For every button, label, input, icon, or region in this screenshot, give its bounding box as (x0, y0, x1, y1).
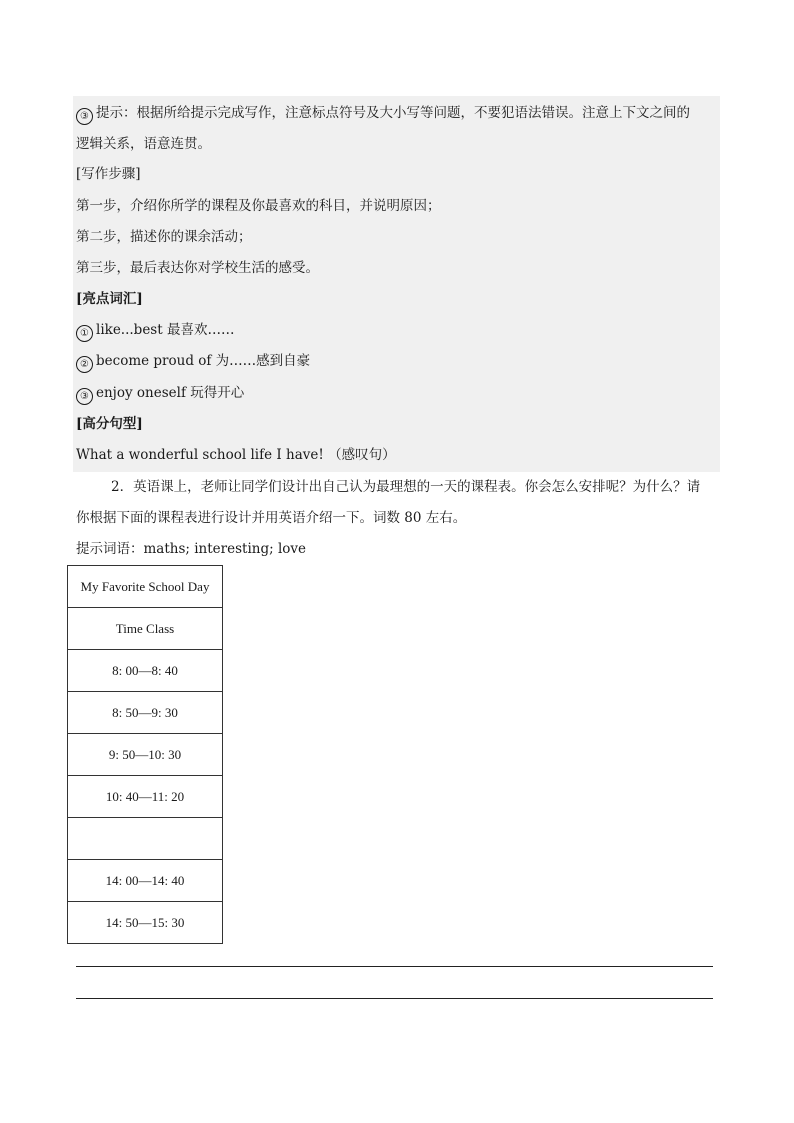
vocab-item-3 (76, 383, 244, 405)
circled-number: ② (76, 356, 93, 373)
time-cell: 8: 50—9: 30 (68, 692, 223, 734)
step-2: 第二步，描述你的课余活动； (76, 229, 252, 245)
step-3: 第三步，最后表达你对学校生活的感受。 (76, 260, 319, 276)
tip-text-1: 提示：根据所给提示完成写作，注意标点符号及大小写等问题，不要犯语法错误。注意上下文之间的 (96, 105, 690, 121)
table-header-cell: Time Class (68, 608, 223, 650)
vocab-text-1: like...best 最喜欢…… (96, 322, 235, 338)
vocab-item-2 (76, 351, 310, 373)
table-row (68, 692, 223, 734)
table-row (68, 650, 223, 692)
tip-line-1 (76, 103, 690, 125)
circled-number: ③ (76, 108, 93, 125)
steps-heading: [写作步骤] (76, 166, 141, 182)
question-line-1: 2．英语课上，老师让同学们设计出自己认为最理想的一天的课程表。你会怎么安排呢？为什么？请 (111, 479, 701, 495)
hint-words: 提示词语：maths; interesting; love (76, 541, 307, 557)
time-cell: 14: 00—14: 40 (68, 860, 223, 902)
time-cell: 10: 40—11: 20 (68, 776, 223, 818)
vocab-item-1 (76, 320, 234, 342)
table-row (68, 608, 223, 650)
time-cell: 9: 50—10: 30 (68, 734, 223, 776)
table-title-cell: My Favorite School Day (68, 566, 223, 608)
table-row (68, 818, 223, 860)
step-1: 第一步，介绍你所学的课程及你最喜欢的科目，并说明原因； (76, 198, 441, 214)
time-cell: 14: 50—15: 30 (68, 902, 223, 944)
table-row (68, 902, 223, 944)
circled-number: ① (76, 325, 93, 342)
table-row (68, 776, 223, 818)
question-line-2: 你根据下面的课程表进行设计并用英语介绍一下。词数 80 左右。 (76, 510, 467, 526)
table-row (68, 734, 223, 776)
vocab-heading: [亮点词汇] (76, 291, 143, 307)
answer-line-2[interactable] (76, 998, 713, 999)
table-row (68, 860, 223, 902)
schedule-table (67, 565, 223, 944)
time-cell (68, 818, 223, 860)
circled-number: ③ (76, 388, 93, 405)
tip-line-2: 逻辑关系，语意连贯。 (76, 136, 211, 152)
table-row (68, 566, 223, 608)
sentence-example: What a wonderful school life I have! （感叹句） (76, 447, 396, 463)
vocab-text-2: become proud of 为……感到自豪 (96, 353, 311, 369)
vocab-text-3: enjoy oneself 玩得开心 (96, 385, 245, 401)
sentences-heading: [高分句型] (76, 416, 143, 432)
answer-line-1[interactable] (76, 966, 713, 967)
time-cell: 8: 00—8: 40 (68, 650, 223, 692)
